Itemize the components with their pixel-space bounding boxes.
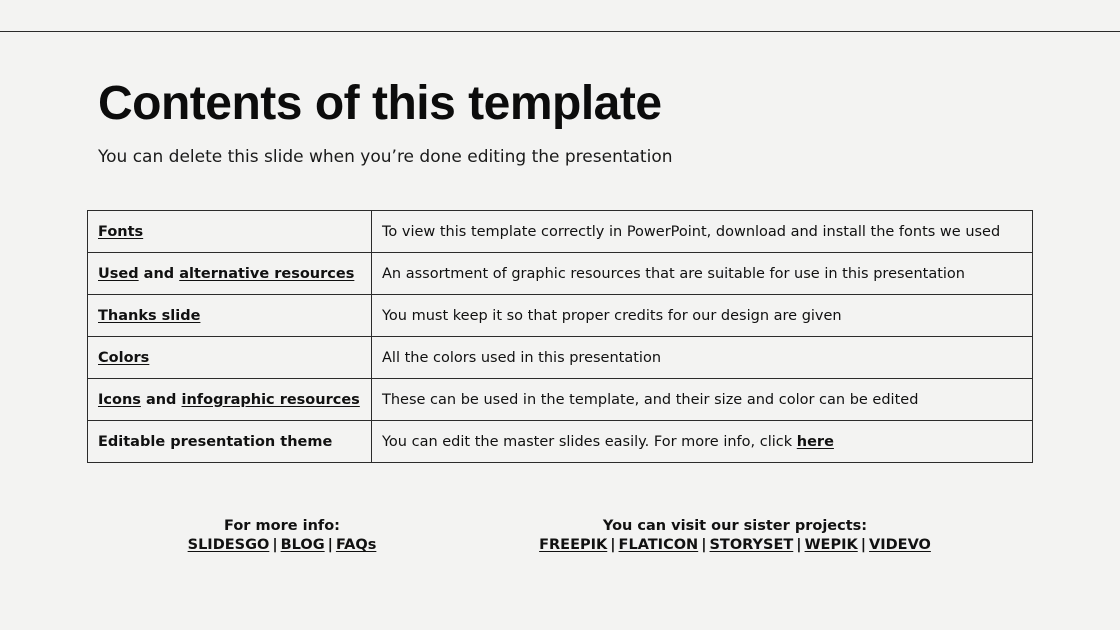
- table-row: [88, 337, 1033, 379]
- link-separator: |: [272, 537, 278, 553]
- footer-more-info-heading: For more info:: [224, 518, 340, 534]
- row-description: [372, 211, 1033, 253]
- row-description: [372, 295, 1033, 337]
- table-row: [88, 295, 1033, 337]
- footer-link-blog[interactable]: BLOG: [280, 537, 325, 553]
- footer-more-info: [162, 517, 402, 555]
- row-description-text: These can be used in the template, and their size and color can be edited: [382, 391, 919, 408]
- here-link[interactable]: here: [796, 433, 834, 450]
- link-separator: |: [701, 537, 707, 553]
- row-title: [88, 211, 372, 253]
- row-title-link[interactable]: Colors: [98, 349, 150, 366]
- row-title: [88, 337, 372, 379]
- table-row: [88, 253, 1033, 295]
- table-row: [88, 421, 1033, 463]
- row-title-link[interactable]: Icons: [98, 391, 141, 408]
- row-title-link[interactable]: infographic resources: [181, 391, 360, 408]
- row-description-text: You must keep it so that proper credits for our design are given: [382, 307, 842, 324]
- footer-link-flaticon[interactable]: FLATICON: [618, 537, 699, 553]
- footer-more-info-links: [162, 536, 402, 555]
- row-description: [372, 379, 1033, 421]
- link-separator: |: [796, 537, 802, 553]
- footer-sister-projects-links: [520, 536, 950, 555]
- row-description-text: You can edit the master slides easily. For more info, click: [382, 433, 797, 450]
- row-description: [372, 253, 1033, 295]
- link-separator: |: [327, 537, 333, 553]
- page-subtitle: You can delete this slide when you’re done editing the presentation: [98, 147, 673, 167]
- contents-table: [87, 210, 1033, 463]
- row-title-text: Editable presentation theme: [98, 433, 333, 450]
- footer-link-storyset[interactable]: STORYSET: [709, 537, 794, 553]
- row-description-text: To view this template correctly in PowerPoint, download and install the fonts we used: [382, 223, 1001, 240]
- page-title: Contents of this template: [98, 77, 662, 130]
- row-title-text: and: [140, 391, 182, 408]
- row-title-link[interactable]: Used: [98, 265, 139, 282]
- row-title: [88, 379, 372, 421]
- link-separator: |: [610, 537, 616, 553]
- row-title: [88, 253, 372, 295]
- row-title: [88, 421, 372, 463]
- footer-link-videvo[interactable]: VIDEVO: [869, 537, 931, 553]
- row-description: [372, 421, 1033, 463]
- footer-sister-projects: [520, 517, 950, 555]
- row-title: [88, 295, 372, 337]
- table-row: [88, 379, 1033, 421]
- row-description-text: An assortment of graphic resources that are suitable for use in this presentation: [382, 265, 965, 282]
- row-title-link[interactable]: Thanks slide: [98, 307, 201, 324]
- table-row: [88, 211, 1033, 253]
- row-title-text: and: [138, 265, 180, 282]
- row-description-text: All the colors used in this presentation: [382, 349, 662, 366]
- row-title-link[interactable]: Fonts: [98, 223, 144, 240]
- row-description: [372, 337, 1033, 379]
- footer-link-slidesgo[interactable]: SLIDESGO: [187, 537, 270, 553]
- top-divider: [0, 31, 1120, 32]
- footer-link-faqs[interactable]: FAQs: [335, 537, 377, 553]
- footer-link-freepik[interactable]: FREEPIK: [539, 537, 608, 553]
- row-title-link[interactable]: alternative resources: [179, 265, 355, 282]
- footer-sister-projects-heading: You can visit our sister projects:: [602, 518, 868, 534]
- footer-link-wepik[interactable]: WEPIK: [804, 537, 858, 553]
- link-separator: |: [860, 537, 867, 553]
